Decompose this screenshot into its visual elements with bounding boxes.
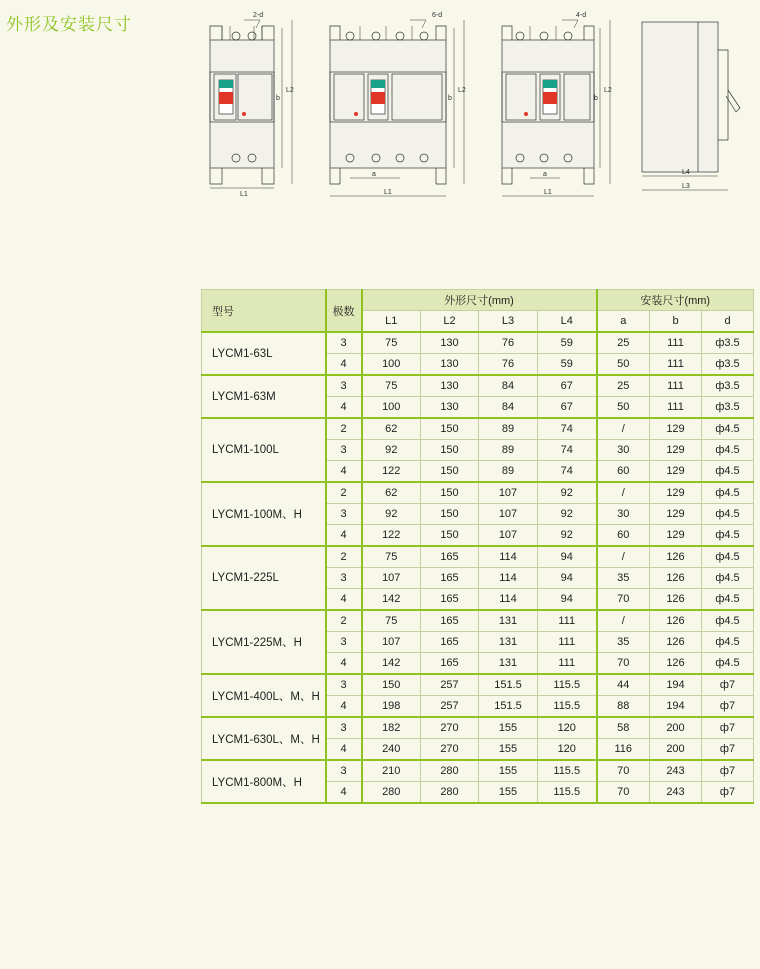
dim-cell-l2: 130 <box>421 375 479 397</box>
dim-cell-l3: 114 <box>479 589 538 611</box>
dim-cell-b: 126 <box>650 653 702 675</box>
d3-a-label: a <box>543 171 547 178</box>
table-row <box>202 418 754 440</box>
d2-l1-label: L1 <box>240 191 248 198</box>
dim-cell-b: 126 <box>650 610 702 632</box>
dim-cell-l2: 257 <box>421 696 479 718</box>
dim-cell-l1: 150 <box>362 674 421 696</box>
d4-l2-label: L2 <box>458 87 466 94</box>
dim-cell-l1: 107 <box>362 632 421 653</box>
poles-cell: 4 <box>326 397 362 419</box>
dim-cell-b: 126 <box>650 632 702 653</box>
d3-l1-label: L1 <box>544 189 552 196</box>
dim-cell-l2: 165 <box>421 632 479 653</box>
poles-cell: 3 <box>326 568 362 589</box>
poles-cell: 4 <box>326 354 362 376</box>
dim-cell-l2: 150 <box>421 504 479 525</box>
page-title: 外形及安装尺寸 <box>6 15 132 35</box>
dim-cell-l3: 114 <box>479 546 538 568</box>
header-mount: 安装尺寸(mm) <box>597 290 754 311</box>
dim-cell-b: 129 <box>650 418 702 440</box>
dim-cell-d: ф4.5 <box>702 653 754 675</box>
dim-cell-a: 30 <box>597 504 650 525</box>
dim-cell-a: 70 <box>597 589 650 611</box>
dim-cell-l3: 155 <box>479 717 538 739</box>
dim-cell-l1: 210 <box>362 760 421 782</box>
spec-table-header <box>202 290 754 333</box>
dim-cell-a: 116 <box>597 739 650 761</box>
dim-cell-l1: 62 <box>362 418 421 440</box>
dim-cell-a: 25 <box>597 375 650 397</box>
poles-cell: 3 <box>326 760 362 782</box>
dim-cell-l2: 150 <box>421 461 479 483</box>
dim-cell-d: ф7 <box>702 760 754 782</box>
dim-cell-d: ф7 <box>702 674 754 696</box>
dim-cell-b: 129 <box>650 504 702 525</box>
dim-cell-l1: 100 <box>362 397 421 419</box>
poles-cell: 3 <box>326 332 362 354</box>
drawing-2-pole <box>210 20 292 188</box>
dim-cell-b: 111 <box>650 332 702 354</box>
dim-cell-l4: 120 <box>538 739 597 761</box>
col-header-l1: L1 <box>362 311 421 333</box>
dim-cell-a: / <box>597 418 650 440</box>
dim-cell-l3: 89 <box>479 461 538 483</box>
d4-on-label: ON <box>373 88 381 94</box>
poles-cell: 3 <box>326 632 362 653</box>
dim-cell-d: ф7 <box>702 739 754 761</box>
dim-cell-a: / <box>597 482 650 504</box>
dim-cell-l3: 131 <box>479 610 538 632</box>
dim-cell-d: ф4.5 <box>702 440 754 461</box>
dim-cell-l2: 130 <box>421 354 479 376</box>
dim-cell-d: ф3.5 <box>702 375 754 397</box>
table-row <box>202 546 754 568</box>
d2-on-label: ON <box>221 88 229 94</box>
dim-cell-a: / <box>597 610 650 632</box>
dim-cell-a: 50 <box>597 354 650 376</box>
dim-cell-a: 50 <box>597 397 650 419</box>
dim-cell-l4: 92 <box>538 504 597 525</box>
dim-cell-l3: 131 <box>479 653 538 675</box>
dim-cell-l4: 94 <box>538 589 597 611</box>
dim-cell-l2: 257 <box>421 674 479 696</box>
dim-cell-l1: 107 <box>362 568 421 589</box>
table-row <box>202 375 754 397</box>
poles-cell: 3 <box>326 717 362 739</box>
d4-l1-label: L1 <box>384 189 392 196</box>
dim-cell-l1: 75 <box>362 332 421 354</box>
dim-cell-l4: 67 <box>538 375 597 397</box>
model-cell: LYCM1-63M <box>202 375 326 418</box>
dim-cell-l3: 107 <box>479 504 538 525</box>
dim-cell-d: ф3.5 <box>702 354 754 376</box>
dim-cell-d: ф7 <box>702 717 754 739</box>
dim-cell-a: 35 <box>597 632 650 653</box>
poles-cell: 2 <box>326 418 362 440</box>
dim-cell-d: ф4.5 <box>702 525 754 547</box>
dim-cell-l1: 92 <box>362 504 421 525</box>
col-header-b: b <box>650 311 702 333</box>
dim-cell-b: 129 <box>650 482 702 504</box>
dim-cell-d: ф4.5 <box>702 632 754 653</box>
dim-cell-l3: 155 <box>479 739 538 761</box>
dim-cell-l2: 270 <box>421 717 479 739</box>
dim-cell-a: 88 <box>597 696 650 718</box>
dim-cell-l1: 142 <box>362 653 421 675</box>
dim-cell-d: ф4.5 <box>702 546 754 568</box>
poles-cell: 4 <box>326 739 362 761</box>
dim-cell-l4: 115.5 <box>538 674 597 696</box>
model-cell: LYCM1-225L <box>202 546 326 610</box>
table-row <box>202 610 754 632</box>
dim-cell-l2: 165 <box>421 610 479 632</box>
d3-on-label: ON <box>545 88 553 94</box>
model-cell: LYCM1-800M、H <box>202 760 326 803</box>
poles-cell: 4 <box>326 589 362 611</box>
dim-cell-l4: 67 <box>538 397 597 419</box>
dim-cell-d: ф4.5 <box>702 568 754 589</box>
dim-cell-b: 111 <box>650 354 702 376</box>
dim-cell-b: 194 <box>650 674 702 696</box>
d3-b-label: b <box>594 95 598 102</box>
poles-cell: 4 <box>326 696 362 718</box>
dim-cell-l3: 107 <box>479 482 538 504</box>
dim-cell-l2: 165 <box>421 568 479 589</box>
dim-cell-l4: 92 <box>538 525 597 547</box>
dim-cell-l1: 182 <box>362 717 421 739</box>
dim-cell-a: 35 <box>597 568 650 589</box>
dim-cell-l4: 115.5 <box>538 760 597 782</box>
dim-cell-a: 70 <box>597 782 650 804</box>
col-header-d: d <box>702 311 754 333</box>
dim-cell-d: ф4.5 <box>702 610 754 632</box>
dim-cell-l1: 122 <box>362 461 421 483</box>
d4-hole-label: 6-d <box>432 12 443 19</box>
poles-cell: 4 <box>326 461 362 483</box>
table-row <box>202 674 754 696</box>
d2-b-label: b <box>276 95 280 102</box>
dim-cell-l3: 155 <box>479 760 538 782</box>
dim-cell-l3: 76 <box>479 332 538 354</box>
poles-cell: 3 <box>326 504 362 525</box>
dim-cell-l1: 92 <box>362 440 421 461</box>
model-cell: LYCM1-225M、H <box>202 610 326 674</box>
dim-cell-a: 30 <box>597 440 650 461</box>
dim-cell-b: 200 <box>650 717 702 739</box>
header-model: 型号 <box>202 290 326 333</box>
dim-cell-b: 129 <box>650 525 702 547</box>
dim-cell-d: ф4.5 <box>702 418 754 440</box>
poles-cell: 3 <box>326 440 362 461</box>
dim-cell-l3: 151.5 <box>479 696 538 718</box>
dim-cell-l3: 89 <box>479 440 538 461</box>
poles-cell: 4 <box>326 525 362 547</box>
d3-l2-label: L2 <box>604 87 612 94</box>
d3-hole-label: 4-d <box>576 12 587 19</box>
dim-cell-b: 126 <box>650 589 702 611</box>
dim-cell-d: ф4.5 <box>702 482 754 504</box>
dim-cell-d: ф7 <box>702 782 754 804</box>
dim-cell-d: ф3.5 <box>702 332 754 354</box>
table-row <box>202 717 754 739</box>
table-row <box>202 482 754 504</box>
col-header-a: a <box>597 311 650 333</box>
d2-l2-label: L2 <box>286 87 294 94</box>
dim-cell-l3: 89 <box>479 418 538 440</box>
model-cell: LYCM1-100M、H <box>202 482 326 546</box>
dim-cell-l3: 114 <box>479 568 538 589</box>
dim-cell-d: ф4.5 <box>702 461 754 483</box>
dim-cell-b: 126 <box>650 546 702 568</box>
dim-cell-b: 200 <box>650 739 702 761</box>
header-outline: 外形尺寸(mm) <box>362 290 597 311</box>
dim-cell-b: 243 <box>650 760 702 782</box>
dim-cell-a: 60 <box>597 461 650 483</box>
dim-cell-l3: 131 <box>479 632 538 653</box>
dim-cell-a: 70 <box>597 653 650 675</box>
dim-cell-b: 129 <box>650 440 702 461</box>
dim-cell-b: 111 <box>650 397 702 419</box>
dim-cell-b: 243 <box>650 782 702 804</box>
dim-cell-l2: 150 <box>421 482 479 504</box>
d4-a-label: a <box>372 171 376 178</box>
dim-cell-l1: 75 <box>362 375 421 397</box>
dim-cell-l4: 92 <box>538 482 597 504</box>
dim-cell-l3: 151.5 <box>479 674 538 696</box>
dim-cell-l4: 120 <box>538 717 597 739</box>
col-header-l4: L4 <box>538 311 597 333</box>
dim-cell-l1: 280 <box>362 782 421 804</box>
dim-cell-a: 70 <box>597 760 650 782</box>
dim-cell-l1: 122 <box>362 525 421 547</box>
poles-cell: 2 <box>326 546 362 568</box>
model-cell: LYCM1-630L、M、H <box>202 717 326 760</box>
table-row <box>202 760 754 782</box>
dim-cell-a: / <box>597 546 650 568</box>
poles-cell: 2 <box>326 482 362 504</box>
dim-cell-l2: 165 <box>421 653 479 675</box>
spec-table <box>201 289 754 804</box>
dim-cell-l4: 74 <box>538 461 597 483</box>
dim-cell-l3: 84 <box>479 397 538 419</box>
dim-cell-l1: 198 <box>362 696 421 718</box>
dim-cell-l1: 75 <box>362 546 421 568</box>
dim-cell-l2: 270 <box>421 739 479 761</box>
poles-cell: 3 <box>326 674 362 696</box>
dim-cell-a: 25 <box>597 332 650 354</box>
drawing-side-view <box>642 22 740 190</box>
dim-cell-a: 44 <box>597 674 650 696</box>
dim-cell-l2: 165 <box>421 589 479 611</box>
dim-cell-l3: 84 <box>479 375 538 397</box>
model-cell: LYCM1-63L <box>202 332 326 375</box>
dim-cell-l2: 280 <box>421 760 479 782</box>
dim-cell-a: 58 <box>597 717 650 739</box>
dim-cell-l3: 76 <box>479 354 538 376</box>
poles-cell: 3 <box>326 375 362 397</box>
dim-cell-l2: 165 <box>421 546 479 568</box>
dim-cell-l4: 111 <box>538 632 597 653</box>
model-cell: LYCM1-400L、M、H <box>202 674 326 717</box>
dim-cell-l4: 111 <box>538 610 597 632</box>
dim-cell-l2: 150 <box>421 525 479 547</box>
dim-cell-l4: 59 <box>538 332 597 354</box>
dimension-drawings <box>200 0 760 210</box>
poles-cell: 4 <box>326 782 362 804</box>
dim-cell-l1: 62 <box>362 482 421 504</box>
poles-cell: 4 <box>326 653 362 675</box>
side-l4-label: L4 <box>682 169 690 176</box>
dim-cell-l1: 100 <box>362 354 421 376</box>
dim-cell-l4: 59 <box>538 354 597 376</box>
dim-cell-l4: 111 <box>538 653 597 675</box>
dim-cell-l2: 150 <box>421 440 479 461</box>
dim-cell-l3: 155 <box>479 782 538 804</box>
col-header-l3: L3 <box>479 311 538 333</box>
dim-cell-l4: 74 <box>538 440 597 461</box>
header-poles: 极数 <box>326 290 362 333</box>
poles-cell: 2 <box>326 610 362 632</box>
d2-hole-label: 2-d <box>253 12 264 19</box>
side-l3-label: L3 <box>682 183 690 190</box>
dim-cell-l2: 280 <box>421 782 479 804</box>
dim-cell-d: ф7 <box>702 696 754 718</box>
dim-cell-l4: 115.5 <box>538 782 597 804</box>
col-header-l2: L2 <box>421 311 479 333</box>
dim-cell-d: ф4.5 <box>702 589 754 611</box>
dim-cell-l2: 130 <box>421 332 479 354</box>
dim-cell-l1: 75 <box>362 610 421 632</box>
dim-cell-b: 111 <box>650 375 702 397</box>
table-row <box>202 332 754 354</box>
dim-cell-d: ф4.5 <box>702 504 754 525</box>
spec-table-body <box>202 332 754 803</box>
dim-cell-l1: 240 <box>362 739 421 761</box>
model-cell: LYCM1-100L <box>202 418 326 482</box>
dim-cell-l2: 130 <box>421 397 479 419</box>
dim-cell-l4: 74 <box>538 418 597 440</box>
dim-cell-b: 129 <box>650 461 702 483</box>
dim-cell-b: 194 <box>650 696 702 718</box>
drawing-4-pole <box>330 20 464 196</box>
dim-cell-l4: 94 <box>538 568 597 589</box>
dim-cell-l2: 150 <box>421 418 479 440</box>
dim-cell-b: 126 <box>650 568 702 589</box>
dim-cell-l1: 142 <box>362 589 421 611</box>
dim-cell-a: 60 <box>597 525 650 547</box>
drawing-3-pole <box>502 20 610 196</box>
dim-cell-l3: 107 <box>479 525 538 547</box>
d4-b-label: b <box>448 95 452 102</box>
dim-cell-l4: 94 <box>538 546 597 568</box>
dim-cell-l4: 115.5 <box>538 696 597 718</box>
dim-cell-d: ф3.5 <box>702 397 754 419</box>
